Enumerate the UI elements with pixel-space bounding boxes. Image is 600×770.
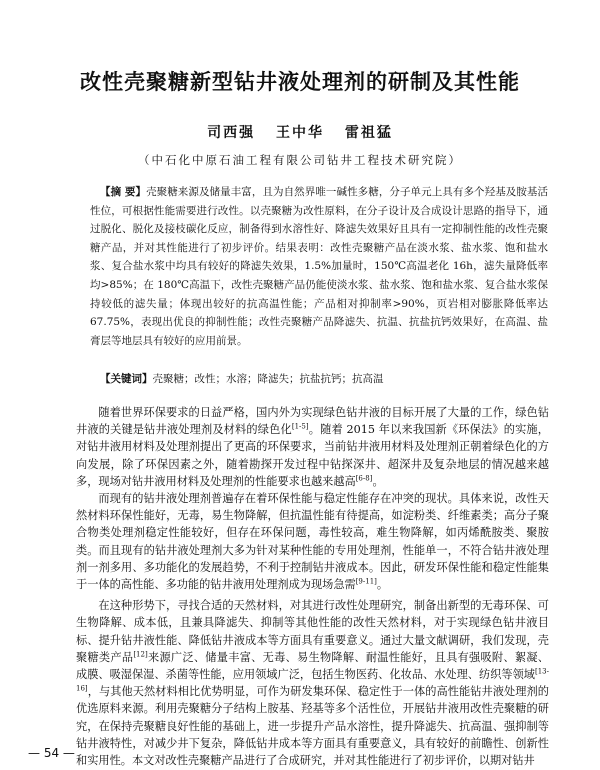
citation: [1-5]	[291, 422, 309, 431]
paragraph-3	[76, 597, 549, 769]
affiliation: （中石化中原石油工程有限公司钻井工程技术研究院）	[138, 153, 462, 167]
paragraph-1	[76, 404, 549, 490]
keywords	[100, 370, 550, 388]
paragraph-1-text-2: 。随着 2015 年以来我国新《环保法》的实施，对钻井液用材料及处理剂提出了更高的环保要求，当前钻井液用材料及处理剂正朝着绿色化的方向发展，除了环保因素之外，随着勘探开发过程中钻探深井、超深井及复杂地层的情况越来越多，现场对钻井液用材料及处理剂的性能要求也越来越高	[76, 423, 549, 488]
paragraph-1-text-3: 。	[372, 474, 384, 488]
paragraph-3-text-2: 来源广泛、储量丰富、无毒、易生物降解、耐温性能好，且具有强吸附、絮凝、成膜、吸湿保湿、杀菌等性能，应用领域广泛，包括生物医药、化妆品、水处理、纺织等领域	[76, 650, 549, 682]
paragraph-2-text-2: 。	[376, 578, 389, 592]
paragraph-3-text: 在这种形势下，寻找合适的天然材料，对其进行改性处理研究，制备出新型的无毒环保、可生物降解、成本低，且兼具降滤失、抑制等其他性能的改性天然材料，对于实现绿色钻井液目标、提升钻井液性能、降低钻井液成本等方面具有重要意义。通过大量文献调研，我们发现，壳聚糖类产品	[76, 599, 549, 664]
abstract-text: 壳聚糖来源及储量丰富，且为自然界唯一碱性多糖，分子单元上具有多个羟基及胺基活性位，可根据性能需要进行改性。以壳聚糖为改性原料，在分子设计及合成设计思路的指导下，通过脱化、脱化及接枝碳化反应，制备得到水溶性好、降滤失效果好且具有一定抑制性能的改性壳聚糖产品，并对其性能进行了初步评价。结果表明：改性壳聚糖产品在淡水浆、盐水浆、饱和盐水浆、复合盐水浆中均具有较好的降滤失效果，1.5%加量时，150℃高温老化 16h，滤失量降低率均>85%；在 180℃高温下，改性壳聚糖产品仍能使淡水浆、盐水浆、饱和盐水浆、复合盐水浆保持较低的滤失量；体现出较好的抗高温性能；产品相对抑制率>90%，页岩相对膨胀降低率达 67.75%，表现出优良的抑制性能；改性壳聚糖产品降滤失、抗温、抗盐抗钙效果好，在高温、盐膏层等地层具有较好的应用前景。	[90, 186, 549, 347]
body-text	[76, 404, 549, 769]
author-list: 司西强 王中华 雷祖猛	[207, 125, 393, 141]
abstract	[90, 183, 548, 350]
citation: [9-11]	[355, 577, 377, 586]
abstract-label: 【摘 要】	[100, 186, 147, 198]
citation: [12]	[133, 650, 148, 659]
paragraph-1-text: 随着世界环保要求的日益严格，国内外为实现绿色钻井液的目标开展了大量的工作，绿色钻井液的关键是钻井液处理剂及材料的绿色化	[76, 406, 549, 437]
paragraph-2-text: 而现有的钻井液处理剂普遍存在着环保性能与稳定性能存在冲突的现状。具体来说，改性天然材料环保性能好，无毒，易生物降解，但抗温性能有待提高，如淀粉类、纤维素类；高分子聚合物类处理剂稳定性能较好，但存在环保问题，毒性较高，难生物降解，如丙烯酰胺类、聚胺类。而且现有的钻井液处理剂大多为针对某种性能的专用处理剂，性能单一，不符合钻井液处理剂一剂多用、多功能化的发展趋势，不利于控制钻井液成本。因此，研发环保性能和稳定性能集于一体的高性能、多功能的钻井液用处理剂成为现场急需	[76, 492, 549, 592]
paragraph-3-text-3: ，与其他天然材料相比优势明显，可作为研发集环保、稳定性于一体的高性能钻井液处理剂的优选原料来源。利用壳聚糖分子结构上胺基、羟基等多个活性位，开展钻井液用改性壳聚糖的研究，在保持壳聚糖良好性能的基础上，进一步提升产品水溶性，提升降滤失、抗高温、强抑制等钻井液特性，对减少井下复杂，降低钻井成本等方面具有重要意义，具有较好的前瞻性、创新性和实用性。本文对改性壳聚糖产品进行了合成研究，并对其性能进行了初步评价，以期对钻井	[76, 685, 549, 768]
citation: [13-16]	[76, 667, 549, 693]
keywords-label: 【关键词】	[100, 373, 153, 385]
citation: [6-8]	[355, 474, 373, 483]
paragraph-2	[76, 490, 549, 593]
page-number: — 54 —	[28, 746, 75, 760]
paper-title: 改性壳聚糖新型钻井液处理剂的研制及其性能	[80, 70, 520, 94]
keywords-text: 壳聚糖；改性；水溶；降滤失；抗盐抗钙；抗高温	[152, 373, 384, 385]
